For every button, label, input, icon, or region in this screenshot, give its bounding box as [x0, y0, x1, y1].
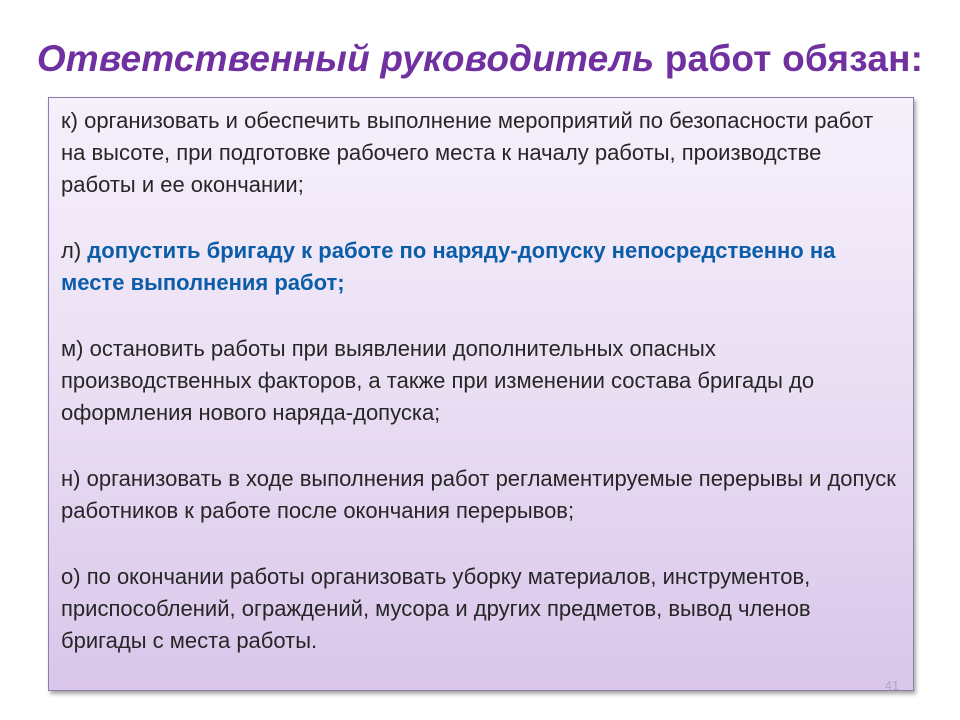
list-item-text: организовать и обеспечить выполнение мероприятий по безопасности работ на высоте, при подготовке рабочего места к началу работы, производстве работы и ее окончании; — [61, 108, 874, 197]
list-item-l — [61, 235, 899, 299]
list-item-prefix: л) — [61, 238, 82, 263]
page-number: 41 — [884, 678, 900, 693]
slide-title-italic: Ответственный руководитель — [36, 38, 655, 79]
list-item-m — [61, 333, 899, 429]
list-item-k — [61, 105, 899, 201]
content-box — [48, 97, 914, 691]
list-item-prefix: к) — [61, 108, 78, 133]
list-item-prefix: м) — [61, 336, 84, 361]
list-item-n — [61, 463, 899, 527]
slide-title — [0, 38, 960, 80]
list-item-text: организовать в ходе выполнения работ регламентируемые перерывы и допуск работников к работе после окончания перерывов; — [61, 466, 896, 523]
list-item-text: остановить работы при выявлении дополнительных опасных производственных факторов, а также при изменении состава бригады до оформления нового наряда-допуска; — [61, 336, 815, 425]
slide-title-rest: работ обязан: — [664, 38, 924, 79]
list-item-prefix: о) — [61, 564, 81, 589]
list-item-text-highlighted: допустить бригаду к работе по наряду-допуску непосредственно на месте выполнения работ; — [61, 238, 836, 295]
list-item-o — [61, 561, 899, 657]
list-item-prefix: н) — [61, 466, 81, 491]
list-item-text: по окончании работы организовать уборку материалов, инструментов, приспособлений, ограждений, мусора и других предметов, вывод членов бригады с места работы. — [61, 564, 811, 653]
